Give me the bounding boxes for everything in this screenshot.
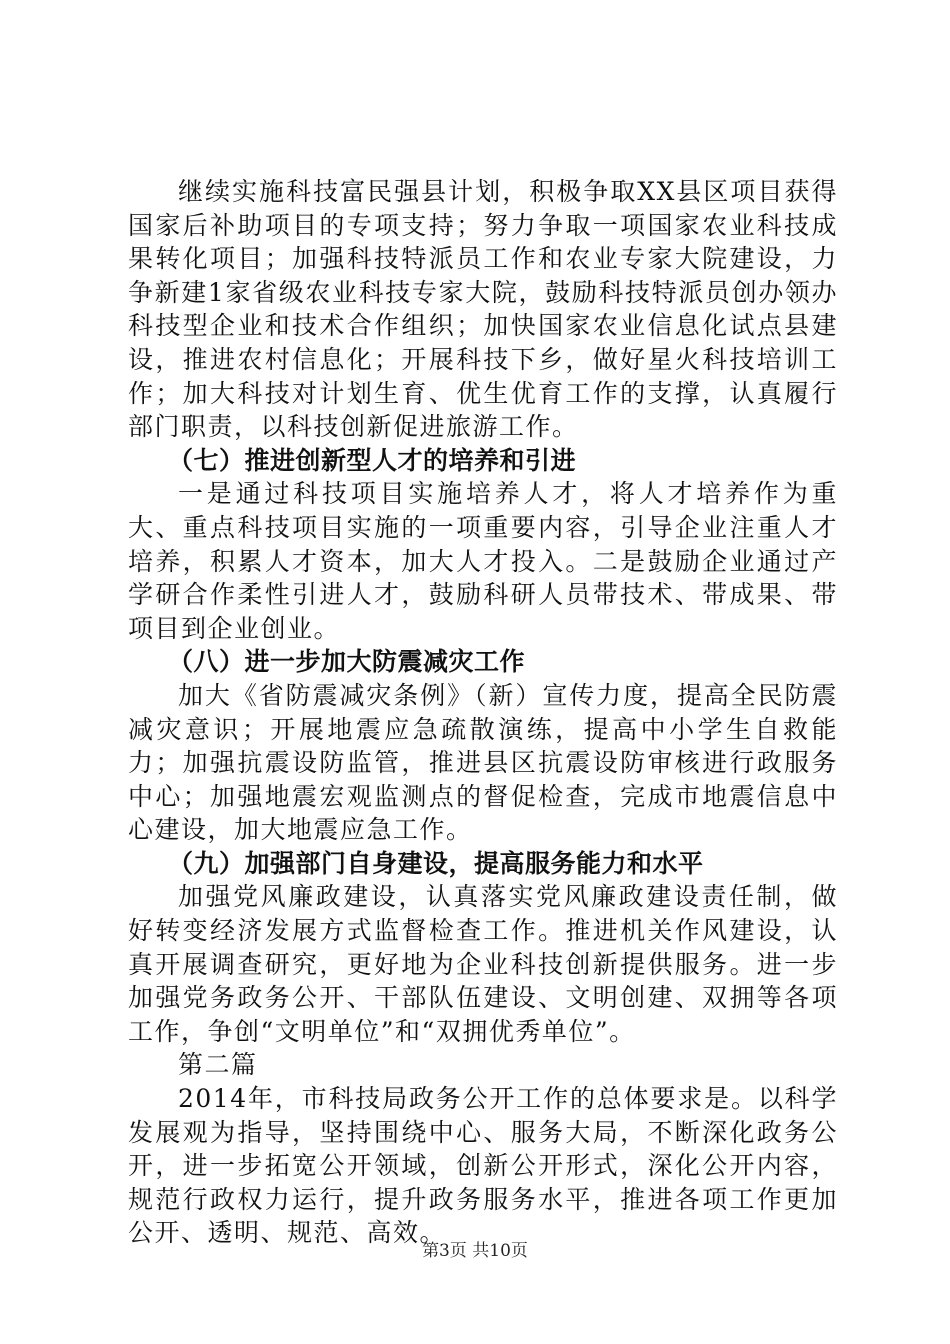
section-heading-8: （八）进一步加大防震减灾工作 xyxy=(168,647,526,677)
paragraph-tech-plan: 继续实施科技富民强县计划，积极争取XX县区项目获得国家后补助项目的专项支持；努力争取一项国家农业科技成果转化项目；加强科技特派员工作和农业专家大院建设，力争新建1家省级农业科技专家大院，鼓励科技特派员创办领办科技型企业和技术合作组织；加快国家农业信息化试点县建设，推进农村信息化；开展科技下乡，做好星火科技培训工作；加大科技对计划生育、优生优育工作的支撑，认真履行部门职责，以科技创新促进旅游工作。 xyxy=(128,177,838,442)
paragraph-self-building: 加强党风廉政建设，认真落实党风廉政建设责任制，做好转变经济发展方式监督检查工作。推进机关作风建设，认真开展调查研究，更好地为企业科技创新提供服务。进一步加强党务政务公开、干部队伍建设、文明创建、双拥等各项工作，争创“文明单位”和“双拥优秀单位”。 xyxy=(128,882,838,1046)
page-number-footer: 第3页 共10页 xyxy=(422,1241,528,1261)
section-heading-9: （九）加强部门自身建设，提高服务能力和水平 xyxy=(168,848,704,878)
section-heading-7: （七）推进创新型人才的培养和引进 xyxy=(168,445,577,475)
paragraph-2014-requirements: 2014年，市科技局政务公开工作的总体要求是。以科学发展观为指导，坚持围绕中心、服务大局，不断深化政务公开，进一步拓宽公开领域，创新公开形式，深化公开内容，规范行政权力运行，提升政务服务水平，推进各项工作更加公开、透明、规范、高效。 xyxy=(128,1084,838,1248)
paragraph-earthquake: 加大《省防震减灾条例》（新）宣传力度，提高全民防震减灾意识；开展地震应急疏散演练，提高中小学生自救能力；加强抗震设防监管，推进县区抗震设防审核进行政服务中心；加强地震宏观监测点的督促检查，完成市地震信息中心建设，加大地震应急工作。 xyxy=(128,680,838,845)
document-body xyxy=(128,175,838,1250)
part-two-label: 第二篇 xyxy=(178,1050,258,1080)
paragraph-talent: 一是通过科技项目实施培养人才，将人才培养作为重大、重点科技项目实施的一项重要内容，引导企业注重人才培养，积累人才资本，加大人才投入。二是鼓励企业通过产学研合作柔性引进人才，鼓励科研人员带技术、带成果、带项目到企业创业。 xyxy=(128,479,838,643)
